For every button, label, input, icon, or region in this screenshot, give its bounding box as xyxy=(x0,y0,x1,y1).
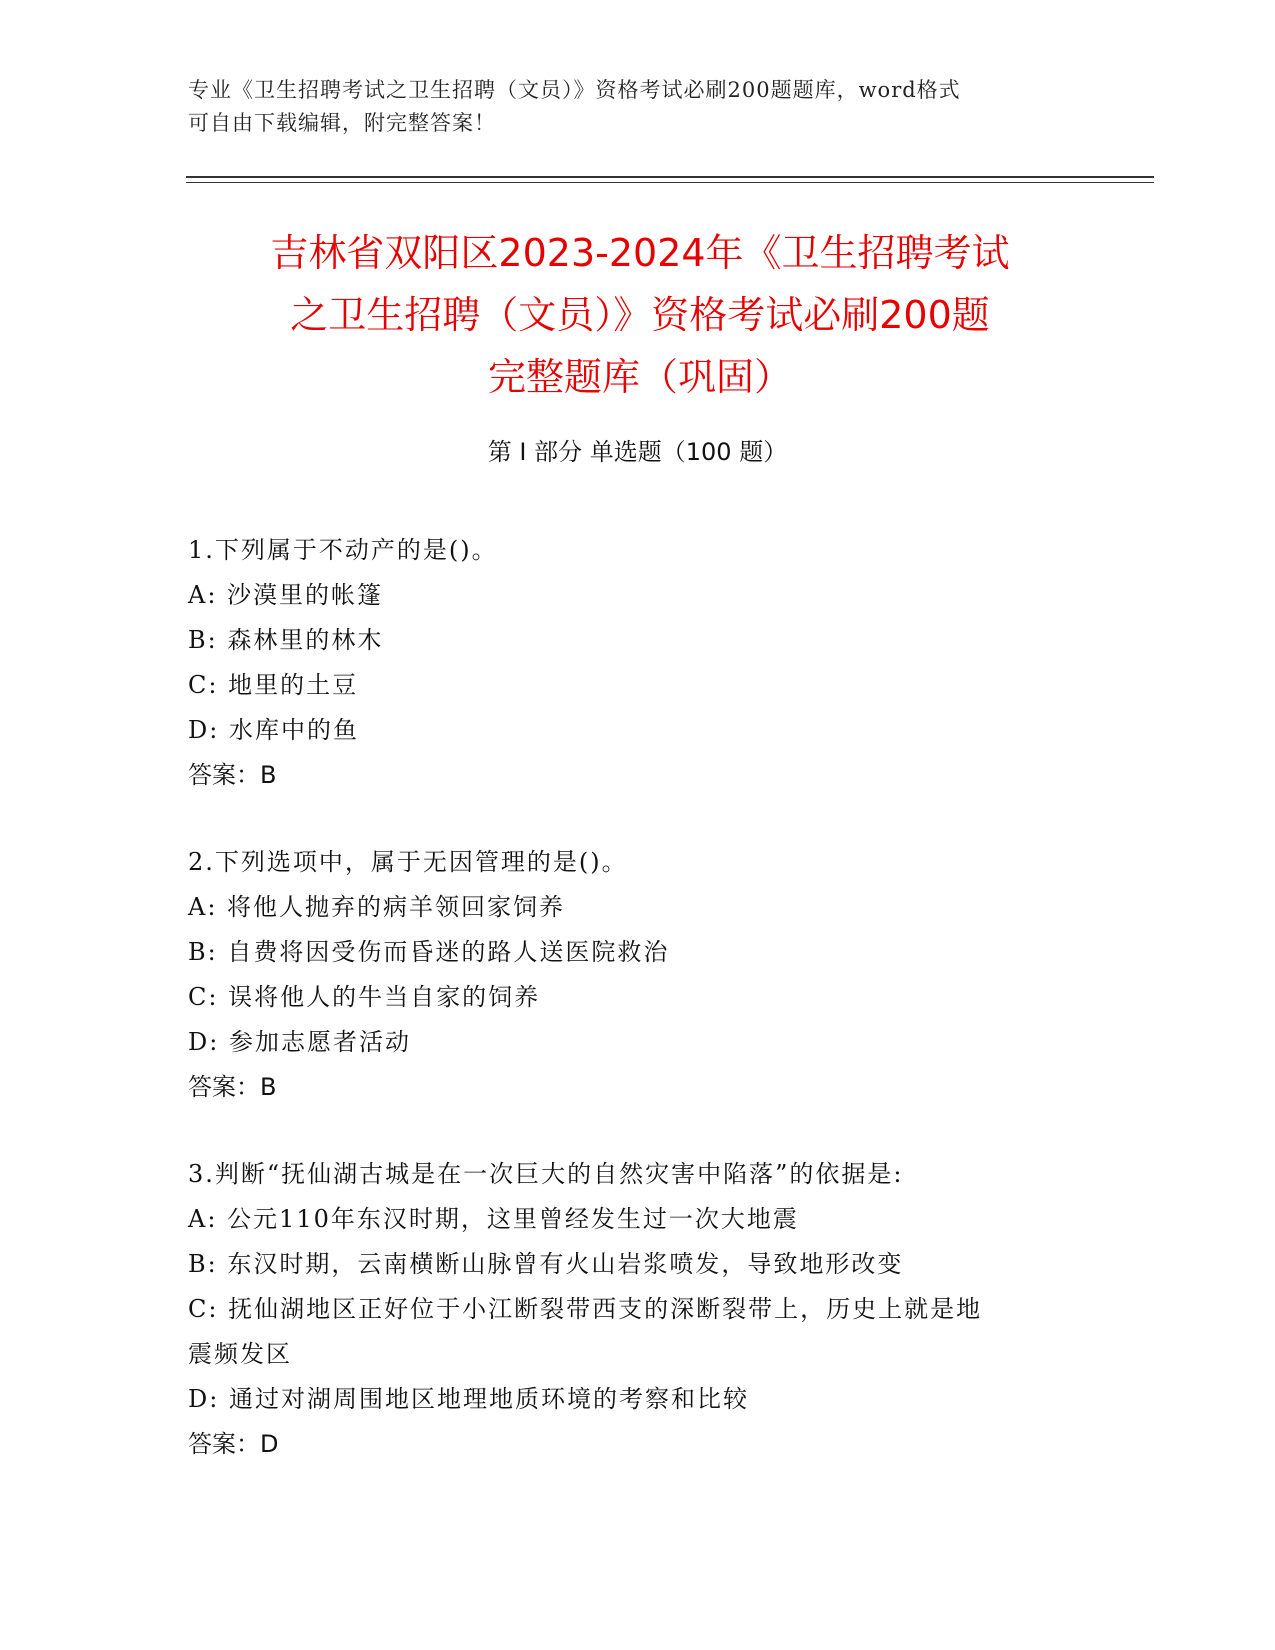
option-b: B: 森林里的林木 xyxy=(188,626,384,654)
answer-key: 答案：D xyxy=(188,1430,279,1458)
header-note xyxy=(188,74,1068,140)
option-c: C: 误将他人的牛当自家的饲养 xyxy=(188,983,541,1011)
answer-key: 答案：B xyxy=(188,761,277,789)
question-stem: 3.判断“抚仙湖古城是在一次巨大的自然灾害中陷落”的依据是: xyxy=(188,1160,904,1188)
section-heading: 第 I 部分 单选题（100 题） xyxy=(487,438,788,466)
option-d: D: 通过对湖周围地区地理地质环境的考察和比较 xyxy=(188,1385,749,1413)
option-a: A: 将他人抛弃的病羊领回家饲养 xyxy=(188,893,566,921)
option-c: C: 地里的土豆 xyxy=(188,671,359,699)
header-divider xyxy=(186,176,1154,178)
title-line: 完整题库（巩固） xyxy=(487,355,792,399)
question-stem: 2.下列选项中，属于无因管理的是()。 xyxy=(188,848,628,876)
question-stem: 1.下列属于不动产的是()。 xyxy=(188,536,498,564)
answer-key: 答案：B xyxy=(188,1073,277,1101)
option-a: A: 沙漠里的帐篷 xyxy=(188,581,384,609)
option-a: A: 公元110年东汉时期，这里曾经发生过一次大地震 xyxy=(188,1205,799,1233)
option-c: C: 抚仙湖地区正好位于小江断裂带西支的深断裂带上，历史上就是地 xyxy=(188,1295,983,1323)
title-line: 吉林省双阳区2023-2024年《卫生招聘考试 xyxy=(270,231,1010,275)
header-note-line: 专业《卫生招聘考试之卫生招聘（文员）》资格考试必刷200题题库，word格式 xyxy=(188,78,961,102)
document-title xyxy=(190,222,1090,408)
question-item xyxy=(188,528,1088,798)
header-note-line: 可自由下载编辑，附完整答案！ xyxy=(188,111,496,135)
option-c-continued: 震频发区 xyxy=(188,1340,292,1368)
option-b: B: 自费将因受伤而昏迷的路人送医院救治 xyxy=(188,938,670,966)
header-divider-thin xyxy=(186,182,1154,183)
question-list xyxy=(188,528,1088,1509)
option-d: D: 水库中的鱼 xyxy=(188,716,359,744)
option-b: B: 东汉时期，云南横断山脉曾有火山岩浆喷发，导致地形改变 xyxy=(188,1250,904,1278)
question-item xyxy=(188,1152,1088,1467)
question-item xyxy=(188,840,1088,1110)
option-d: D: 参加志愿者活动 xyxy=(188,1028,411,1056)
title-line: 之卫生招聘（文员）》资格考试必刷200题 xyxy=(290,293,990,337)
